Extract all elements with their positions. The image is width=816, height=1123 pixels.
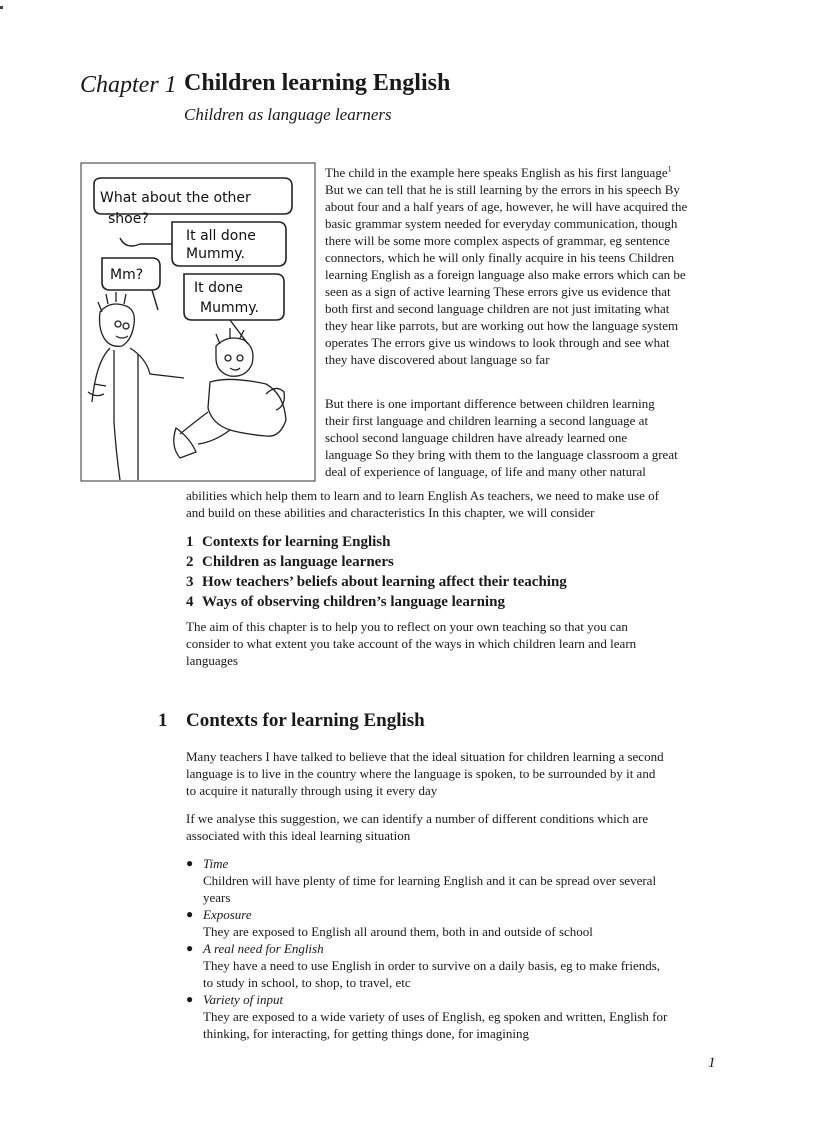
bullet-icon: ●: [186, 907, 194, 921]
conditions-list: [186, 855, 667, 1042]
bubble-4-line-2: Mummy.: [200, 300, 259, 316]
list-item: ● Exposure They are exposed to English all around them, both in and outside of school: [186, 906, 667, 940]
chapter-title: Children learning English: [184, 70, 451, 96]
paragraph-line: Many teachers I have talked to believe that the ideal situation for children learning a second: [186, 749, 664, 764]
bullet-icon: ●: [186, 856, 194, 870]
intro-line: there will be some more complex aspects of grammar, eg sentence: [325, 233, 670, 248]
list-item-heading: Variety of input: [203, 992, 284, 1007]
intro-line: learning English as a foreign language also make errors which can be: [325, 267, 686, 282]
intro-line: abilities which help them to learn and to learn English As teachers, we need to make use of: [186, 488, 659, 503]
bubble-1-line-1: What about the other: [100, 190, 251, 206]
intro-full-width: [186, 487, 659, 521]
intro-line: seen as a sign of active learning These errors give us evidence that: [325, 284, 671, 299]
paragraph-line: language is to live in the country where the language is spoken, to be surrounded by it and: [186, 766, 656, 781]
bubble-2-line-2: Mummy.: [186, 246, 245, 262]
outline-item: 1 Contexts for learning English: [186, 534, 391, 550]
list-item: ● A real need for English They have a need to use English in order to survive on a daily basis, eg to make friends, to study in school, to shop, to travel, etc: [186, 940, 667, 991]
intro-line: The child in the example here speaks English as his first language$^1$: [325, 164, 672, 180]
child-figure: [174, 328, 286, 458]
chapter-outline: [186, 532, 567, 612]
intro-line: deal of experience of language, of life and many other natural: [325, 464, 646, 479]
intro-right-column-2: [325, 395, 678, 480]
intro-line: they hear like parrots, but are working out how the language system: [325, 318, 679, 333]
section-paragraph-2: [186, 810, 648, 844]
intro-line: about four and a half years of age, however, he will have acquired the: [325, 199, 688, 214]
footnote-mark: 1: [667, 164, 672, 174]
paragraph-line: to acquire it naturally through using it every day: [186, 783, 438, 798]
bullet-icon: ●: [186, 941, 194, 955]
intro-right-column: [325, 164, 687, 368]
intro-line: connectors, which he will only finally acquire in his teens Children: [325, 250, 675, 265]
intro-line: operates The errors give us windows to look through and see what: [325, 335, 670, 350]
bubble-2-line-1: It all done: [186, 228, 256, 244]
section-number: 1: [158, 710, 168, 731]
intro-line: school second language children have already learned one: [325, 430, 628, 445]
bullet-icon: ●: [186, 992, 194, 1006]
list-item: ● Time Children will have plenty of time for learning English and it can be spread over several years: [186, 855, 667, 906]
chapter-label: Chapter 1: [80, 72, 177, 98]
bubble-3-text: Mm?: [110, 267, 144, 283]
section-title: Contexts for learning English: [186, 710, 425, 731]
list-item: ● Variety of input They are exposed to a wide variety of uses of English, eg spoken and written, English for thinking, for interacting, for getting things done, for imagining: [186, 992, 668, 1041]
paragraph-line: associated with this ideal learning situation: [186, 828, 411, 843]
bubble-1-line-2: shoe?: [108, 211, 149, 227]
intro-line: language So they bring with them to the language classroom a great: [325, 447, 678, 462]
cartoon-illustration: [80, 162, 316, 482]
scan-mark: [0, 6, 3, 9]
paragraph-line: If we analyse this suggestion, we can identify a number of different conditions which are: [186, 811, 649, 826]
outline-item: 3 How teachers’ beliefs about learning affect their teaching: [186, 574, 567, 590]
list-item-heading: Time: [203, 856, 229, 871]
outline-item: 4 Ways of observing children’s language learning: [186, 594, 505, 610]
bubble-4-line-1: It done: [194, 280, 244, 296]
intro-line: But there is one important difference between children learning: [325, 396, 655, 411]
list-item-heading: A real need for English: [203, 941, 324, 956]
intro-line: and build on these abilities and characteristics In this chapter, we will consider: [186, 505, 595, 520]
aim-paragraph: [186, 618, 636, 669]
intro-line: basic grammar system needed for everyday communication, though: [325, 216, 678, 231]
aim-line: The aim of this chapter is to help you to reflect on your own teaching so that you can: [186, 619, 628, 634]
intro-line: they have discovered about language so far: [325, 352, 550, 367]
aim-line: languages: [186, 653, 238, 668]
outline-item: 2 Children as language learners: [186, 554, 394, 570]
chapter-subtitle: Children as language learners: [184, 105, 392, 124]
intro-line: both first and second language children are not just imitating what: [325, 301, 670, 316]
intro-line: But we can tell that he is still learning by the errors in his speech By: [325, 182, 680, 197]
page-number: 1: [708, 1055, 716, 1071]
list-item-heading: Exposure: [203, 907, 252, 922]
section-paragraph-1: [186, 748, 664, 799]
aim-line: consider to what extent you take account of the ways in which children learn and learn: [186, 636, 637, 651]
intro-line: their first language and children learning a second language at: [325, 413, 649, 428]
mother-figure: [88, 292, 184, 480]
